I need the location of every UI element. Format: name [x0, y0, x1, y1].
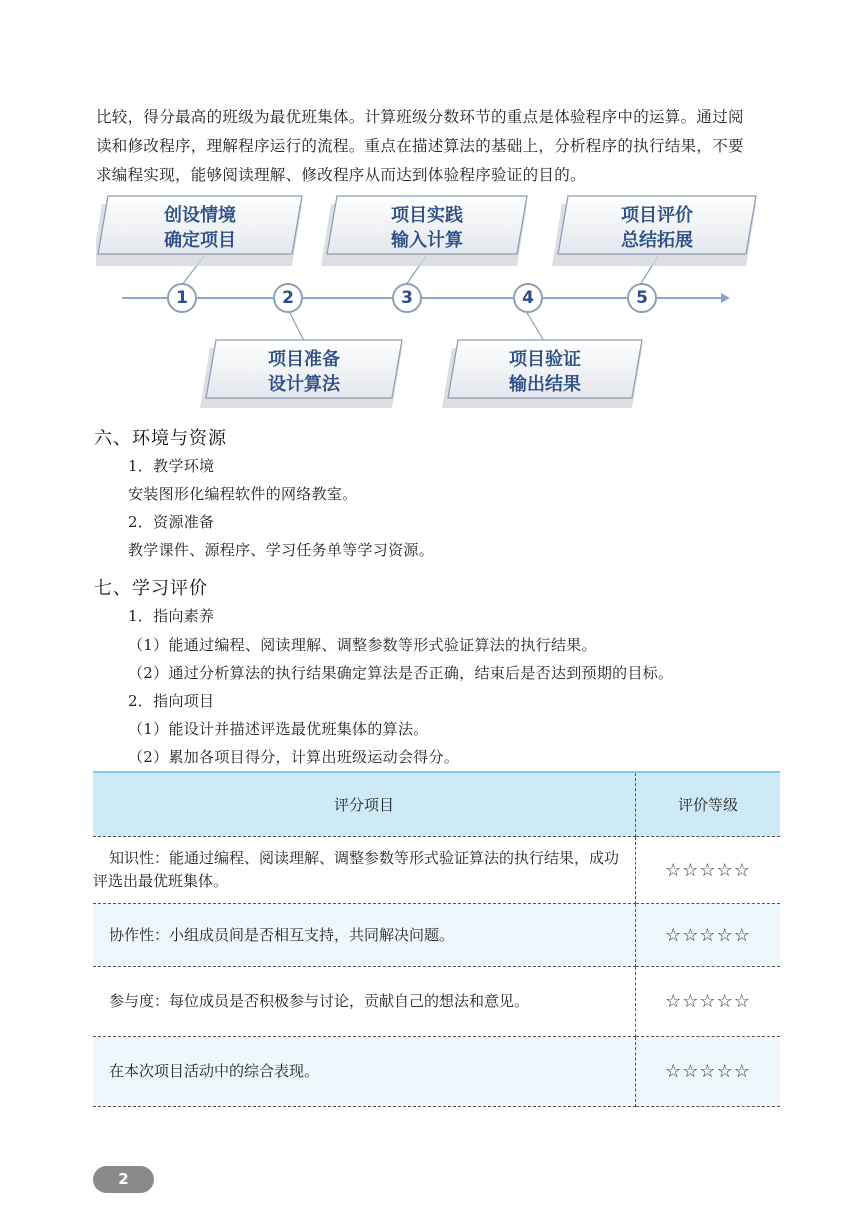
eval-item-2: （1）能通过编程、阅读理解、调整参数等形式验证算法的执行结果。	[128, 636, 597, 654]
bottom-box-1	[208, 338, 400, 398]
row-1-rating: ☆☆☆☆☆	[636, 837, 781, 904]
timeline-arrow-icon	[721, 293, 730, 303]
row-2-rating: ☆☆☆☆☆	[636, 904, 781, 967]
bottom-box-1-line1: 项目准备	[268, 349, 340, 370]
env-item-2: 安装图形化编程软件的网络教室。	[128, 485, 358, 503]
eval-item-5: （1）能设计并描述评选最优班集体的算法。	[128, 720, 429, 738]
bottom-box-2-line1: 项目验证	[509, 349, 581, 370]
top-box-3-line2: 总结拓展	[621, 230, 693, 251]
step-circle-4: 4	[513, 283, 543, 313]
env-item-4: 教学课件、源程序、学习任务单等学习资源。	[128, 541, 435, 559]
bottom-box-2-line2: 输出结果	[509, 374, 581, 395]
section-heading-evaluation: 七、学习评价	[94, 578, 208, 599]
intro-line-3: 求编程实现，能够阅读理解、修改程序从而达到体验程序验证的目的。	[96, 166, 586, 184]
row-1-item: 知识性：能通过编程、阅读理解、调整参数等形式验证算法的执行结果，成功评选出最优班集体。	[93, 837, 636, 904]
table-row	[93, 1037, 780, 1107]
top-box-2-line2: 输入计算	[391, 230, 463, 251]
row-3-rating: ☆☆☆☆☆	[636, 967, 781, 1037]
table-header-row	[93, 772, 780, 837]
eval-item-3: （2）通过分析算法的执行结果确定算法是否正确，结束后是否达到预期的目标。	[128, 664, 674, 682]
intro-line-2: 读和修改程序，理解程序运行的流程。重点在描述算法的基础上，分析程序的执行结果，不要	[96, 137, 744, 155]
top-box-2-line1: 项目实践	[391, 205, 463, 226]
table-row	[93, 967, 780, 1037]
step-circle-2: 2	[273, 283, 303, 313]
bottom-box-1-line2: 设计算法	[268, 374, 340, 395]
top-box-1-line1: 创设情境	[164, 205, 236, 226]
table-row	[93, 837, 780, 904]
env-item-3: 2．资源准备	[128, 513, 215, 531]
evaluation-table	[93, 771, 780, 1107]
row-2-item: 协作性：小组成员间是否相互支持，共同解决问题。	[93, 904, 636, 967]
row-4-rating: ☆☆☆☆☆	[636, 1037, 781, 1107]
step-circle-1: 1	[167, 283, 197, 313]
top-box-3-line1: 项目评价	[621, 205, 693, 226]
intro-paragraph	[96, 103, 774, 190]
row-4-item: 在本次项目活动中的综合表现。	[93, 1037, 636, 1107]
header-item: 评分项目	[93, 772, 636, 837]
step-circle-3: 3	[392, 283, 422, 313]
page-number-badge: 2	[93, 1166, 154, 1193]
eval-item-4: 2．指向项目	[128, 692, 215, 710]
step-circle-5: 5	[627, 283, 657, 313]
bottom-box-2	[450, 338, 640, 398]
intro-line-1: 比较，得分最高的班级为最优班集体。计算班级分数环节的重点是体验程序中的运算。通过阅	[96, 108, 744, 126]
top-box-1-line2: 确定项目	[164, 230, 236, 251]
top-box-2	[329, 194, 525, 254]
top-box-3	[560, 194, 754, 254]
header-rating: 评价等级	[636, 772, 781, 837]
top-box-1	[100, 194, 300, 254]
eval-item-6: （2）累加各项目得分，计算出班级运动会得分。	[128, 748, 460, 766]
env-item-1: 1．教学环境	[128, 457, 215, 475]
eval-item-1: 1．指向素养	[128, 607, 215, 625]
table-row	[93, 904, 780, 967]
project-flow-diagram	[96, 192, 776, 414]
row-3-item: 参与度：每位成员是否积极参与讨论，贡献自己的想法和意见。	[93, 967, 636, 1037]
section-heading-environment: 六、环境与资源	[94, 428, 227, 449]
